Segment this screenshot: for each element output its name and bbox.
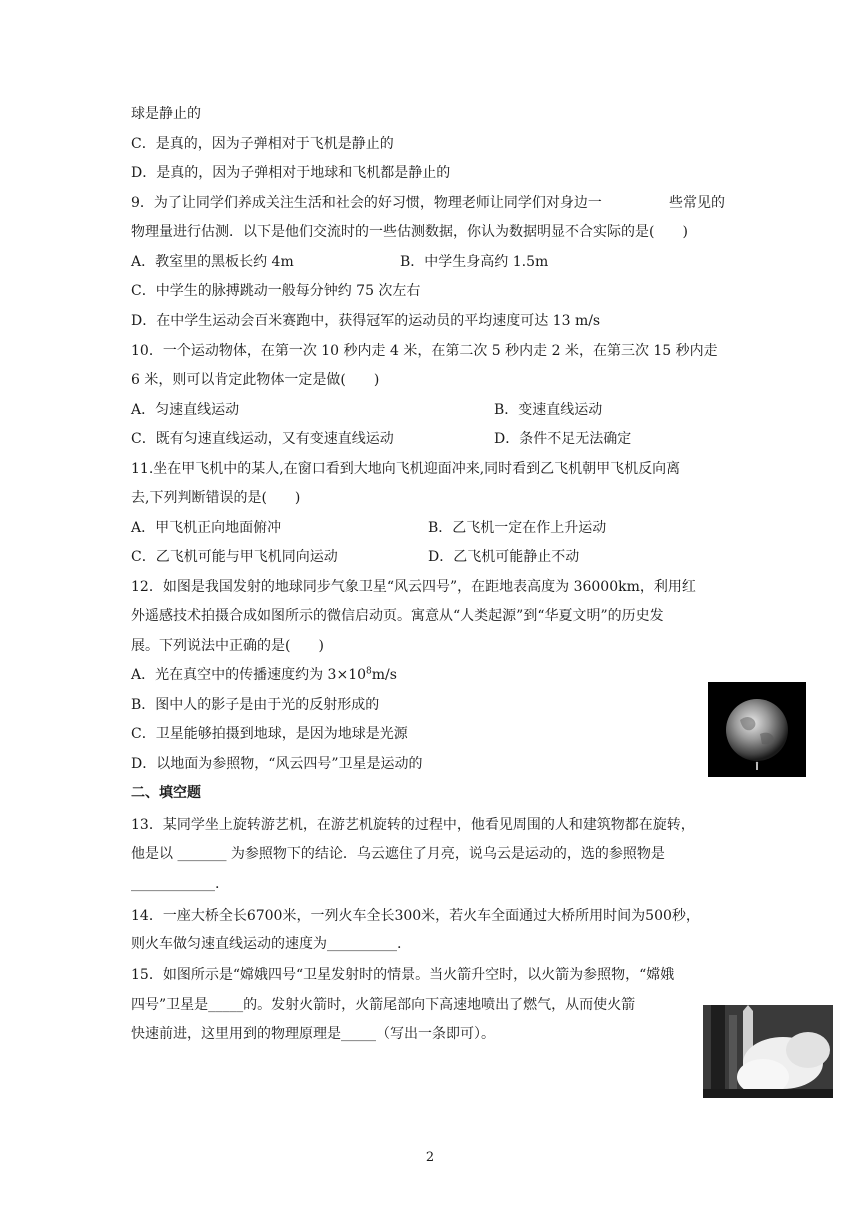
q12-option-c: C．卫星能够拍摄到地球，是因为地球是光源 <box>131 726 408 742</box>
q11-option-d: D．乙飞机可能静止不动 <box>428 549 580 565</box>
q10-stem: 10．一个运动物体，在第一次 10 秒内走 4 米，在第二次 5 秒内走 2 米，在第三次 15 秒内走 <box>131 343 718 359</box>
text-line: D．是真的，因为子弹相对于地球和飞机都是静止的 <box>131 165 451 181</box>
q13-stem: 13．某同学坐上旋转游艺机，在游艺机旋转的过程中，他看见周围的人和建筑物都在旋转， <box>131 817 695 833</box>
q12-stem: 12．如图是我国发射的地球同步气象卫星“风云四号”，在距地表高度为 36000km，利用红 <box>131 579 696 595</box>
earth-image <box>708 682 806 777</box>
q10-stem: 6 米，则可以肯定此物体一定是做( ) <box>131 372 380 388</box>
text-line: 球是静止的 <box>131 106 201 122</box>
q15-stem: 15．如图所示是“嫦娥四号“卫星发射时的情景。当火箭升空时，以火箭为参照物，“嫦娥 <box>131 967 675 983</box>
q14-stem: 14．一座大桥全长6700米，一列火车全长300米，若火车全面通过大桥所用时间为500秒， <box>131 908 700 924</box>
q11-stem: 11.坐在甲飞机中的某人,在窗口看到大地向飞机迎面冲来,同时看到乙飞机朝甲飞机反向离 <box>131 461 681 477</box>
q11-stem: 去,下列判断错误的是( ) <box>131 490 301 506</box>
section-heading: 二、填空题 <box>131 785 201 801</box>
q9-stem: 物理量进行估测．以下是他们交流时的一些估测数据，你认为数据明显不合实际的是( ) <box>131 224 688 240</box>
q9-option-a: A．教室里的黑板长约 4m <box>131 254 294 270</box>
q9-option-b: B．中学生身高约 1.5m <box>400 254 549 270</box>
q11-option-b: B．乙飞机一定在作上升运动 <box>428 520 607 536</box>
q9-option-c: C．中学生的脉搏跳动一般每分钟约 75 次左右 <box>131 283 421 299</box>
q10-option-a: A．匀速直线运动 <box>131 402 240 418</box>
text-line: C．是真的，因为子弹相对于飞机是静止的 <box>131 136 394 152</box>
q15-stem: 快速前进，这里用到的物理原理是_____（写出一条即可）。 <box>131 1026 495 1042</box>
q10-option-d: D．条件不足无法确定 <box>494 431 632 447</box>
q12-option-b: B．图中人的影子是由于光的反射形成的 <box>131 697 380 713</box>
q11-option-c: C．乙飞机可能与甲飞机同向运动 <box>131 549 338 565</box>
q9-stem: 些常见的 <box>669 195 725 211</box>
q12-stem: 外遥感技术拍摄合成如图所示的微信启动页。寓意从“人类起源”到“华夏文明”的历史发 <box>131 608 664 624</box>
q10-option-b: B．变速直线运动 <box>494 402 603 418</box>
q9-stem: 9．为了让同学们养成关注生活和社会的好习惯，物理老师让同学们对身边一 <box>131 195 602 211</box>
q14-stem: 则火车做匀速直线运动的速度为__________. <box>131 936 402 952</box>
q11-option-a: A．甲飞机正向地面俯冲 <box>131 520 282 536</box>
q9-option-d: D．在中学生运动会百米赛跑中，获得冠军的运动员的平均速度可达 13 m/s <box>131 313 601 329</box>
q12-stem: 展。下列说法中正确的是( ) <box>131 638 324 654</box>
q10-option-c: C．既有匀速直线运动，又有变速直线运动 <box>131 431 394 447</box>
q12-option-a <box>131 666 397 684</box>
unit: m/s <box>371 667 397 683</box>
q12-option-d: D．以地面为参照物，“风云四号”卫星是运动的 <box>131 756 423 772</box>
rocket-launch-image <box>703 1005 833 1098</box>
q13-stem: 他是以 _______ 为参照物下的结论．乌云遮住了月亮，说乌云是运动的，选的参照物是 <box>131 846 665 862</box>
exponent: 8 <box>366 666 372 677</box>
q13-stem: ____________. <box>131 876 220 892</box>
page-number: 2 <box>425 1150 435 1165</box>
q12-option-a-text: A．光在真空中的传播速度约为 3×10 <box>131 667 367 683</box>
q15-stem: 四号”卫星是_____的。发射火箭时，火箭尾部向下高速地喷出了燃气，从而使火箭 <box>131 997 636 1013</box>
